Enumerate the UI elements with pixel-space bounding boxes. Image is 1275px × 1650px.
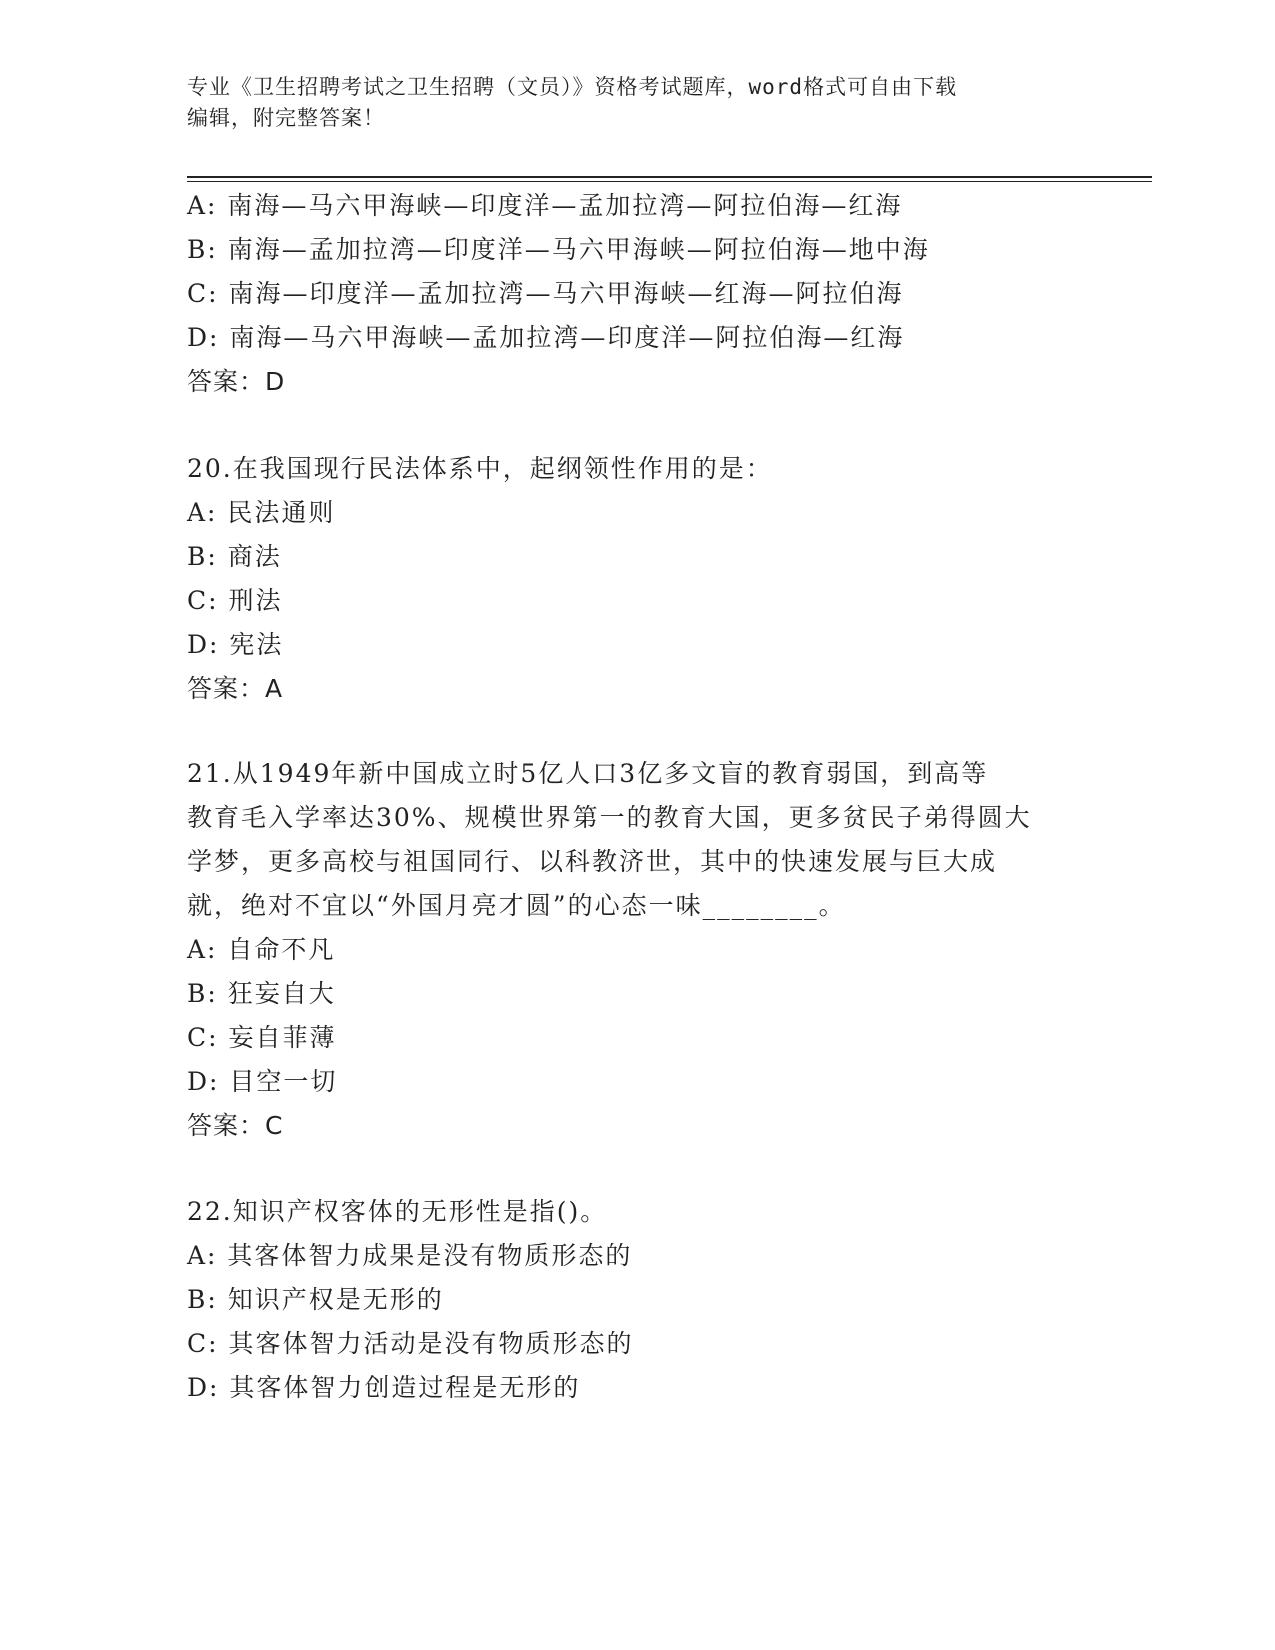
document-header [187, 72, 1087, 134]
q21-answer: 答案：C [187, 1111, 284, 1140]
q22-option-b: B: 知识产权是无形的 [187, 1285, 444, 1314]
q20-option-a: A: 民法通则 [187, 498, 336, 527]
q22-question: 22.知识产权客体的无形性是指()。 [187, 1197, 608, 1226]
q22-option-a: A: 其客体智力成果是没有物质形态的 [187, 1241, 633, 1270]
q20-option-c: C: 刑法 [187, 586, 283, 615]
q19-option-d: D: 南海—马六甲海峡—孟加拉湾—印度洋—阿拉伯海—红海 [187, 323, 905, 352]
q21-option-a: A: 自命不凡 [187, 935, 336, 964]
q21-question-line-1: 21.从1949年新中国成立时5亿人口3亿多文盲的教育弱国，到高等 [187, 759, 989, 788]
q19-answer: 答案：D [187, 367, 286, 396]
q21-question-line-3: 学梦，更多高校与祖国同行、以科教济世，其中的快速发展与巨大成 [187, 847, 998, 876]
q19-option-a: A: 南海—马六甲海峡—印度洋—孟加拉湾—阿拉伯海—红海 [187, 191, 903, 220]
q21-option-d: D: 目空一切 [187, 1067, 338, 1096]
q20-option-b: B: 商法 [187, 542, 282, 571]
q22-option-d: D: 其客体智力创造过程是无形的 [187, 1373, 581, 1402]
header-divider-thick [187, 176, 1152, 178]
q21-question-line-2: 教育毛入学率达30%、规模世界第一的教育大国，更多贫民子弟得圆大 [187, 803, 1032, 832]
q21-option-b: B: 狂妄自大 [187, 979, 336, 1008]
header-divider-thin [187, 181, 1152, 182]
q20-answer: 答案：A [187, 674, 284, 703]
q19-option-c: C: 南海—印度洋—孟加拉湾—马六甲海峡—红海—阿拉伯海 [187, 279, 904, 308]
header-line-1: 专业《卫生招聘考试之卫生招聘（文员）》资格考试题库，word格式可自由下载 [187, 75, 958, 99]
q19-option-b: B: 南海—孟加拉湾—印度洋—马六甲海峡—阿拉伯海—地中海 [187, 235, 930, 264]
q20-question: 20.在我国现行民法体系中，起纲领性作用的是： [187, 454, 773, 483]
q21-question-line-4: 就，绝对不宜以“外国月亮才圆”的心态一味________。 [187, 891, 846, 920]
q22-option-c: C: 其客体智力活动是没有物质形态的 [187, 1329, 634, 1358]
q20-option-d: D: 宪法 [187, 630, 284, 659]
q21-option-c: C: 妄自菲薄 [187, 1023, 337, 1052]
header-line-2: 编辑，附完整答案！ [187, 106, 385, 130]
